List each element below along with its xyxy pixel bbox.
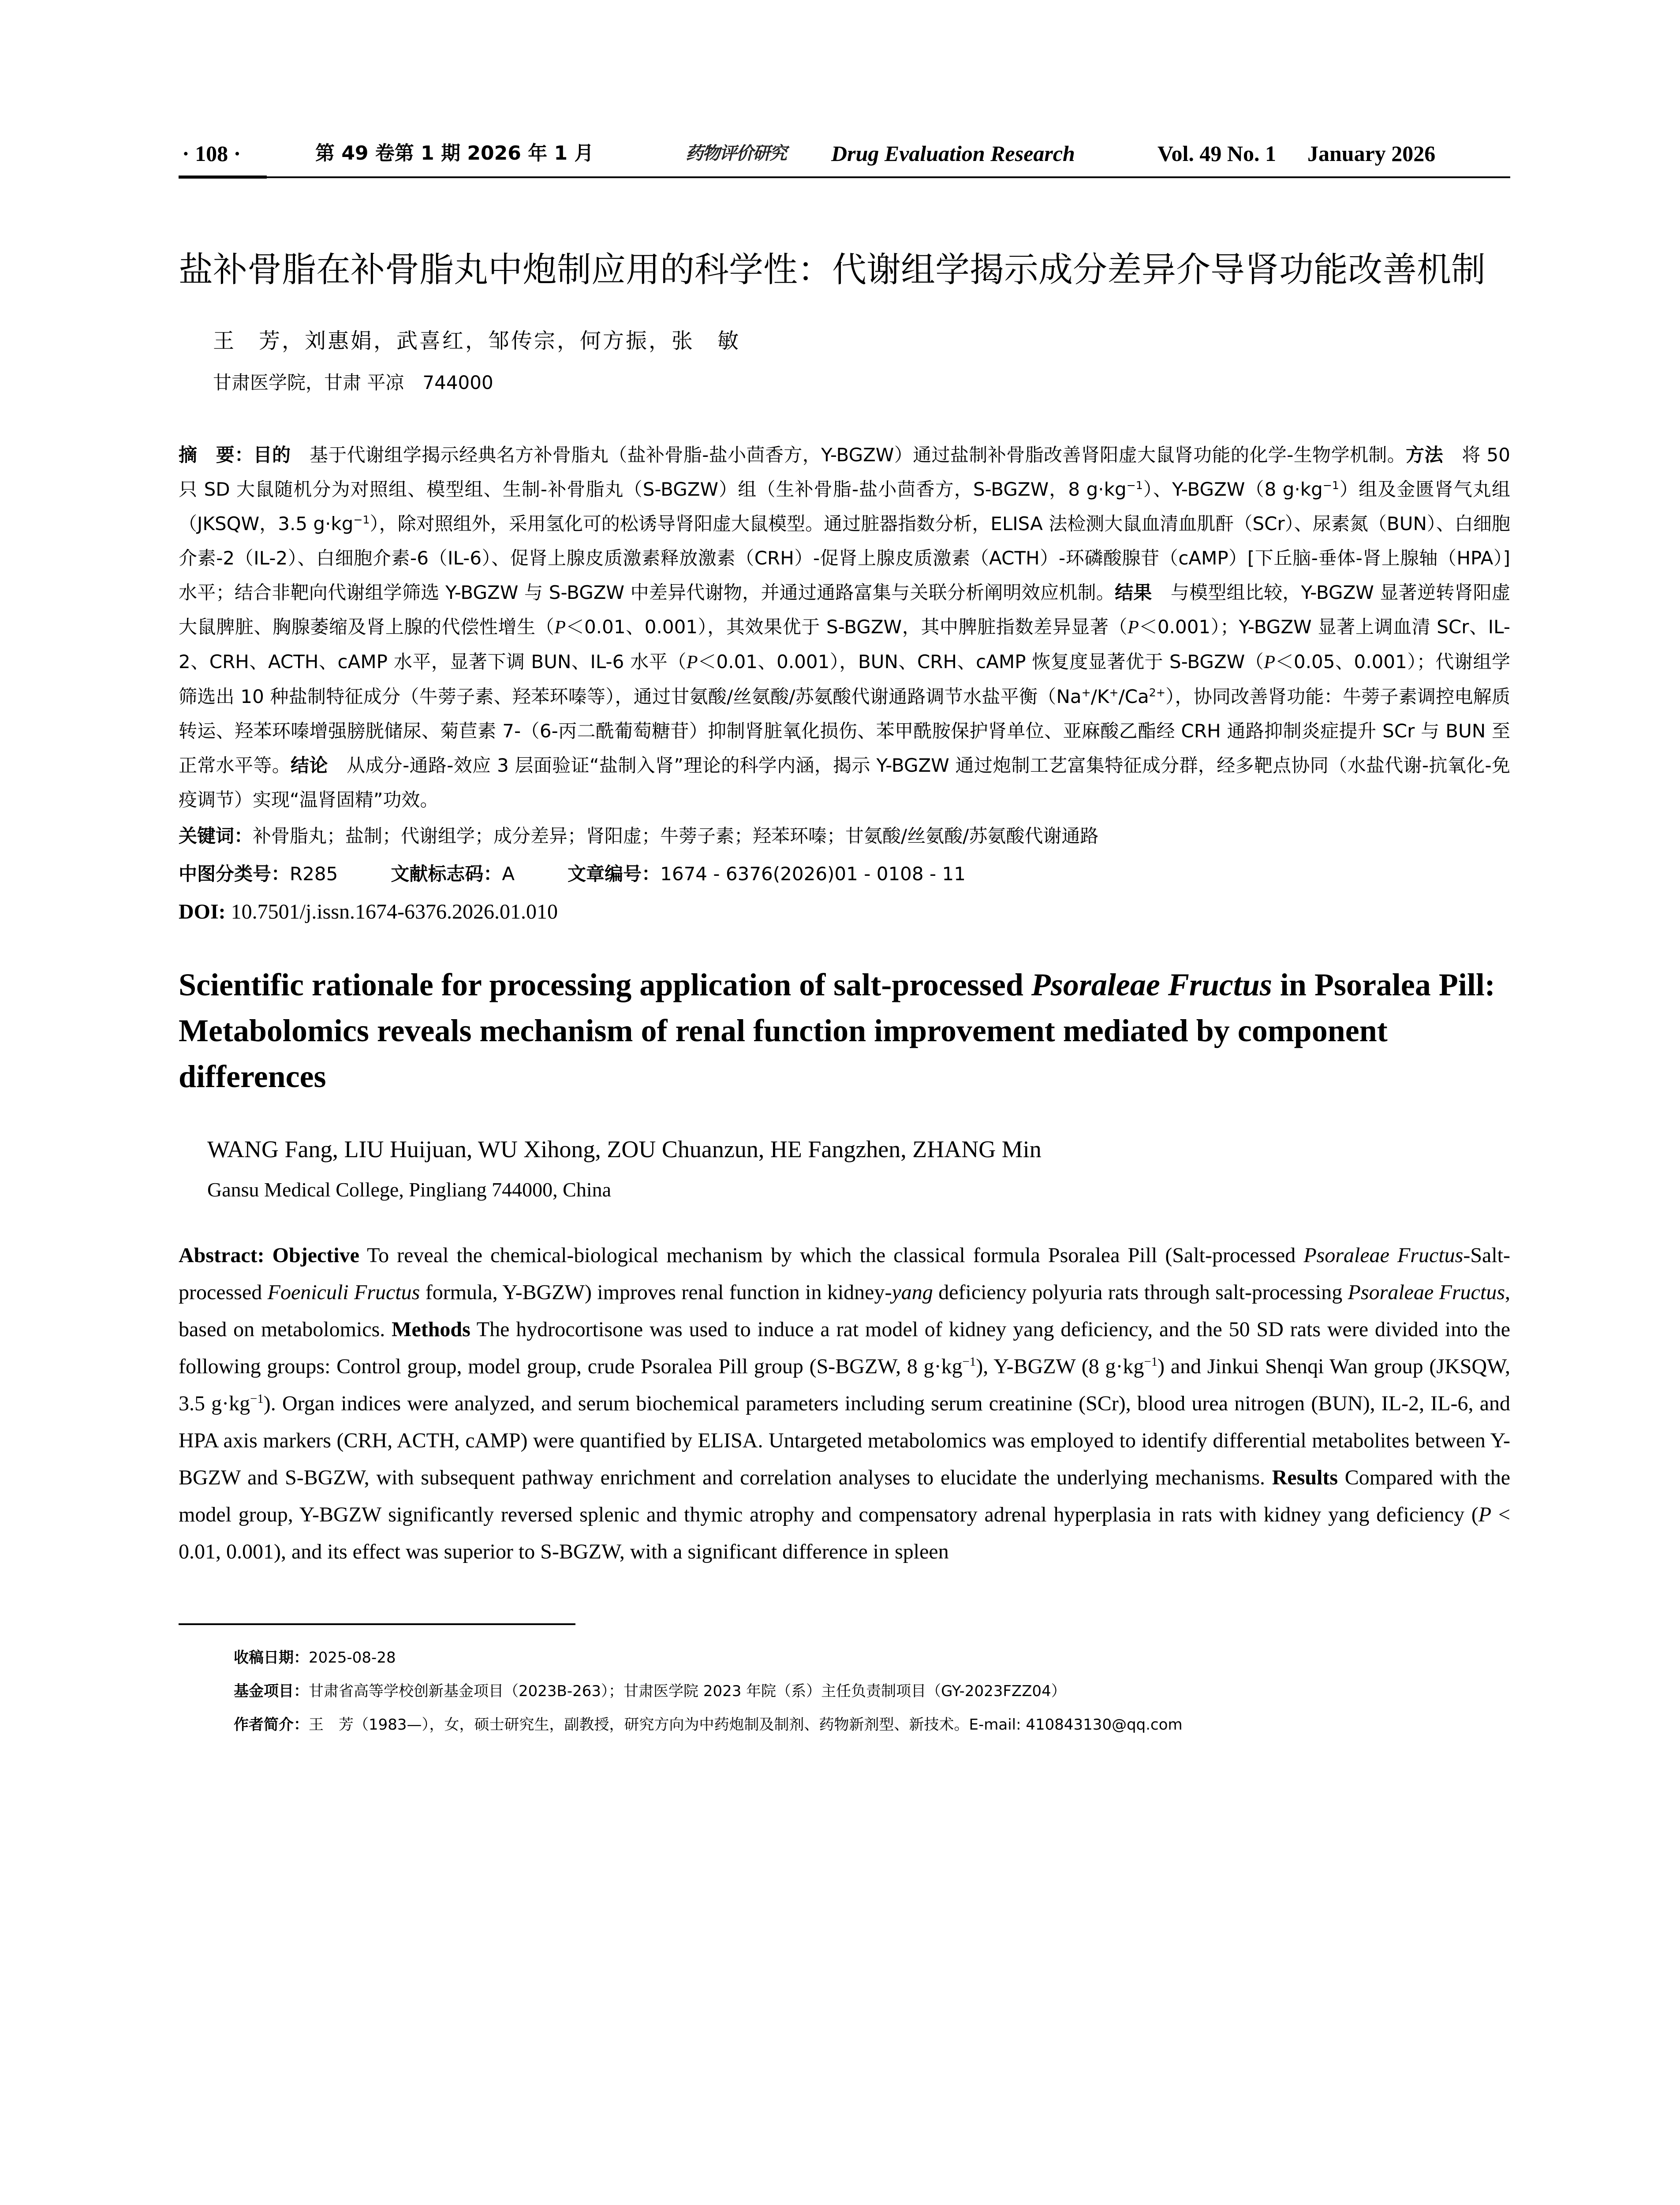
- title-en-part: in Psoralea Pill: Metabolomics reveals mechanism of renal function improvement mediated by component differences: [179, 967, 1495, 1094]
- methods-text-en: ) and Jinkui Shenqi Wan group (JKSQW, 3.5 g·kg: [179, 1355, 1510, 1415]
- results-text-cn: ＜0.01、0.001），其效果优于 S-BGZW，其中脾脏指数差异显著（: [566, 616, 1128, 638]
- objective-text-cn: 基于代谢组学揭示经典名方补骨脂丸（盐补骨脂-盐小茴香方，Y-BGZW）通过盐制补骨脂改善肾阳虚大鼠肾功能的化学-生物学机制。: [291, 444, 1406, 466]
- header-rule: [179, 176, 1510, 178]
- results-text-cn: 与模型组比较，Y-BGZW 显著逆转肾阳虚大鼠脾脏、胸腺萎缩及肾上腺的代偿性增生（: [179, 582, 1510, 638]
- keywords-label: 关键词：: [179, 825, 253, 847]
- unit-superscript: −1: [1126, 479, 1143, 492]
- header-rules: [179, 176, 1510, 179]
- unit-superscript: −1: [1322, 479, 1339, 492]
- unit-superscript: −1: [962, 1355, 976, 1369]
- article-title-en: [179, 962, 1510, 1099]
- results-label-cn: 结果: [1115, 582, 1152, 603]
- volume-issue-cn: 第 49 卷第 1 期 2026 年 1 月: [315, 142, 594, 164]
- article-no-label: 文章编号：: [567, 863, 661, 885]
- unit-superscript: −1: [1144, 1355, 1158, 1369]
- received-date: 2025-08-28: [309, 1649, 396, 1667]
- keywords-cn: [179, 817, 1510, 855]
- footnote-received: [234, 1641, 1510, 1674]
- author-bio-text: 王 芳（1983—），女，硕士研究生，副教授，研究方向为中药炮制及制剂、药物新剂型、新技术。E-mail: 410843130@qq.com: [309, 1716, 1183, 1734]
- affiliation-en: Gansu Medical College, Pingliang 744000, China: [207, 1178, 612, 1201]
- objective-text-en: deficiency polyuria rats through salt-processing: [933, 1281, 1348, 1304]
- journal-page: [179, 0, 1510, 1768]
- ion-charge: +: [1081, 686, 1091, 699]
- results-text-cn: ＜0.01、0.001），BUN、CRH、cAMP 恢复度显著优于 S-BGZW（: [698, 651, 1264, 673]
- objective-label-cn: 目的: [253, 444, 291, 466]
- species-name: Psoraleae Fructus: [1348, 1281, 1505, 1304]
- page-number: · 108 ·: [182, 141, 241, 166]
- journal-name-en: Drug Evaluation Research: [831, 141, 1075, 166]
- results-text-cn: /K: [1090, 686, 1109, 707]
- term-yang: yang: [892, 1281, 933, 1304]
- conclusion-label-cn: 结论: [291, 755, 328, 776]
- doi-label: DOI:: [179, 900, 226, 923]
- results-text-en: < 0.01, 0.001), and its effect was superior to S-BGZW, with a significant difference in spleen: [179, 1503, 1510, 1563]
- objective-text-en: , based on metabolomics.: [179, 1281, 1510, 1341]
- p-value-symbol: P: [554, 617, 566, 638]
- methods-text-en: ), Y-BGZW (8 g·kg: [976, 1355, 1144, 1378]
- unit-superscript: −1: [250, 1392, 264, 1406]
- p-value-symbol: P: [686, 652, 698, 673]
- objective-text-en: formula, Y-BGZW) improves renal function in kidney-: [420, 1281, 892, 1304]
- results-text-cn: /Ca: [1118, 686, 1149, 707]
- methods-text-cn: ），除对照组外，采用氢化可的松诱导肾阳虚大鼠模型。通过脏器指数分析，ELISA 法检测大鼠血清血肌酐（SCr）、尿素氮（BUN）、白细胞介素-2（IL-2）、白细胞介素-6（IL-6）、促肾上腺皮质激素释放激素（CRH）-促肾上腺皮质激素（ACTH）-环磷酸腺苷（cAMP）[下丘脑-垂体-肾上腺轴（HPA）]水平；结合非靶向代谢组学筛选 Y-BGZW 与 S-BGZW 中差异代谢物，并通过通路富集与关联分析阐明效应机制。: [179, 513, 1510, 603]
- footnote-rule: [179, 1623, 575, 1625]
- running-header: [179, 140, 1510, 176]
- abstract-label-cn: 摘 要：: [179, 444, 254, 466]
- volume-issue-en: Vol. 49 No. 1: [1157, 141, 1277, 166]
- results-label-en: Results: [1272, 1466, 1338, 1489]
- article-title-cn: 盐补骨脂在补骨脂丸中炮制应用的科学性：代谢组学揭示成分差异介导肾功能改善机制: [179, 250, 1486, 290]
- p-value-symbol: P: [1478, 1503, 1492, 1526]
- keywords-text: 补骨脂丸；盐制；代谢组学；成分差异；肾阳虚；牛蒡子素；羟苯环嗪；甘氨酸/丝氨酸/苏氨酸代谢通路: [253, 825, 1099, 847]
- objective-text-en: To reveal the chemical-biological mechanism by which the classical formula Psoralea Pill (Salt-processed: [359, 1244, 1304, 1267]
- p-value-symbol: P: [1264, 652, 1275, 673]
- authors-en: WANG Fang, LIU Huijuan, WU Xihong, ZOU Chuanzun, HE Fangzhen, ZHANG Min: [207, 1136, 1042, 1162]
- objective-text-en: -Salt-processed: [179, 1244, 1510, 1304]
- abstract-label-en: Abstract:: [179, 1244, 273, 1267]
- clc-value: R285: [290, 863, 338, 885]
- ion-charge: +: [1109, 686, 1119, 699]
- unit-superscript: −1: [353, 513, 370, 526]
- methods-text-en: ). Organ indices were analyzed, and serum biochemical parameters including serum creatinine (SCr), blood urea nitrogen (BUN), IL-2, IL-6, and HPA axis markers (CRH, ACTH, cAMP) were quantified by ELISA. Untargeted metabolomics was employed to identify differential metabolites between Y-BGZW and S-BGZW, with subsequent pathway enrichment and correlation analyses to elucidate the underlying mechanisms.: [179, 1392, 1511, 1489]
- results-text-cn: ），协同改善肾功能：牛蒡子素调控电解质转运、羟苯环嗪增强膀胱储尿、菊苣素 7-（6-丙二酰葡萄糖苷）抑制肾脏氧化损伤、苯甲酰胺保护肾单位、亚麻酸乙酯经 CRH 通路抑制炎症提升 SCr 与 BUN 至正常水平等。: [179, 686, 1510, 776]
- received-label: 收稿日期：: [234, 1649, 309, 1667]
- funding-label: 基金项目：: [234, 1682, 309, 1700]
- issue-date-en: January 2026: [1307, 141, 1436, 166]
- results-text-cn: ＜0.001）；Y-BGZW 显著上调血清 SCr、IL-2、CRH、ACTH、cAMP 水平，显著下调 BUN、IL-6 水平（: [179, 616, 1510, 673]
- author-bio-label: 作者简介：: [234, 1716, 309, 1734]
- methods-text-cn: 将 50 只 SD 大鼠随机分为对照组、模型组、生制-补骨脂丸（S-BGZW）组（生补骨脂-盐小茴香方，S-BGZW，8 g·kg: [179, 444, 1510, 500]
- methods-text-cn: ）组及金匮肾气丸组（JKSQW，3.5 g·kg: [179, 478, 1510, 534]
- species-name: Foeniculi Fructus: [267, 1281, 420, 1304]
- classification-line: [179, 855, 1510, 893]
- results-text-en: Compared with the model group, Y-BGZW significantly reversed splenic and thymic atrophy and compensatory adrenal hyperplasia in rats with kidney yang deficiency (: [179, 1466, 1511, 1526]
- conclusion-text-cn: 从成分-通路-效应 3 层面验证“盐制入肾”理论的科学内涵，揭示 Y-BGZW 通过炮制工艺富集特征成分群，经多靶点协同（水盐代谢-抗氧化-免疫调节）实现“温肾固精”功效。: [179, 755, 1510, 811]
- doc-code-label: 文献标志码：: [391, 863, 502, 885]
- p-value-symbol: P: [1127, 617, 1139, 638]
- objective-label-en: Objective: [272, 1244, 359, 1267]
- ion-charge: 2+: [1149, 686, 1165, 699]
- affiliation-cn: 甘肃医学院，甘肃 平凉 744000: [213, 372, 493, 393]
- footnote-funding: [234, 1674, 1510, 1708]
- methods-label-en: Methods: [392, 1318, 470, 1341]
- methods-text-cn: ）、Y-BGZW（8 g·kg: [1142, 478, 1323, 500]
- footnote-author-bio: [234, 1708, 1510, 1742]
- journal-logo: 药物评价研究: [686, 143, 786, 164]
- abstract-en: [179, 1237, 1510, 1570]
- doi-link[interactable]: 10.7501/j.issn.1674-6376.2026.01.010: [225, 900, 558, 923]
- title-en-species: Psoraleae Fructus: [1031, 967, 1272, 1002]
- title-en-part: Scientific rationale for processing application of salt-processed: [179, 967, 1031, 1002]
- species-name: Psoraleae Fructus: [1303, 1244, 1463, 1267]
- results-text-cn: ＜0.05、0.001）；代谢组学筛选出 10 种盐制特征成分（牛蒡子素、羟苯环嗪等），通过甘氨酸/丝氨酸/苏氨酸代谢通路调节水盐平衡（Na: [179, 651, 1510, 707]
- doc-code-value: A: [502, 863, 515, 885]
- funding-text: 甘肃省高等学校创新基金项目（2023B-263）；甘肃医学院 2023 年院（系）主任负责制项目（GY-2023FZZ04）: [309, 1682, 1066, 1700]
- doi-line: [179, 893, 1510, 931]
- abstract-cn: [179, 438, 1510, 817]
- article-no-value: 1674 - 6376(2026)01 - 0108 - 11: [660, 863, 966, 885]
- methods-text-en: The hydrocortisone was used to induce a rat model of kidney yang deficiency, and the 50 SD rats were divided into the following groups: Control group, model group, crude Psoralea Pill group (S-BGZW, 8 g·kg: [179, 1318, 1511, 1378]
- methods-label-cn: 方法: [1406, 444, 1443, 466]
- clc-label: 中图分类号：: [179, 863, 290, 885]
- authors-cn: 王 芳，刘惠娟，武喜红，邹传宗，何方振，张 敏: [213, 329, 741, 353]
